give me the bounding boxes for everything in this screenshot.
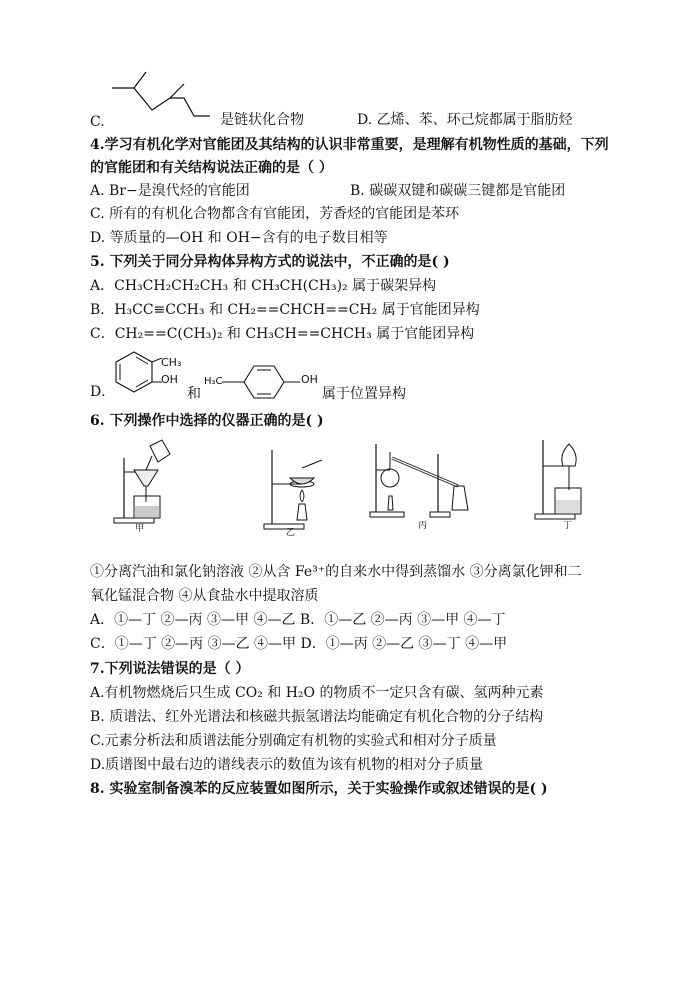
q6-stem: 6. 下列操作中选择的仪器正确的是( ) <box>90 413 324 429</box>
apparatus-label-yi: 乙 <box>286 528 296 538</box>
q4-option-b: B. 碳碳双键和碳碳三键都是官能团 <box>350 183 566 199</box>
filtration-apparatus <box>112 436 192 526</box>
q6-options-ab: A．①—丁 ②—丙 ③—甲 ④—乙 B．①—乙 ②—丙 ③—甲 ④—丁 <box>90 612 506 628</box>
q5-option-c: C．CH₂==C(CH₃)₂ 和 CH₃CH==CHCH₃ 属于官能团异构 <box>90 326 475 342</box>
q5-stem: 5. 下列关于同分异构体异构方式的说法中，不正确的是( ) <box>90 254 450 270</box>
q5-option-d-and: 和 <box>187 386 201 402</box>
q5-option-a: A．CH₃CH₂CH₂CH₃ 和 CH₃CH(CH₃)₂ 属于碳架异构 <box>90 278 437 294</box>
q4-stem-line2: 的官能团和有关结构说法正确的是（ ） <box>90 160 333 176</box>
o-cresol-structure <box>112 350 162 396</box>
p-cresol-structure <box>222 364 312 400</box>
q3-option-c-text: 是链状化合物 <box>220 112 304 128</box>
evaporation-apparatus <box>262 446 332 536</box>
q4-option-c: C. 所有的有机化合物都含有官能团，芳香烃的官能团是苯环 <box>90 206 460 222</box>
q7-stem: 7.下列说法错误的是（ ） <box>90 661 250 677</box>
q5-option-b: B．H₃CC≡CCH₃ 和 CH₂==CHCH==CH₂ 属于官能团异构 <box>90 302 480 318</box>
q3-option-c-label: C. <box>90 114 105 130</box>
q4-option-a: A. Br−是溴代烃的官能团 <box>90 183 250 199</box>
q7-option-d: D.质谱图中最右边的谱线表示的数值为该有机物的相对分子质量 <box>90 757 484 773</box>
apparatus-label-jia: 甲 <box>135 524 145 534</box>
q5-option-d-tail: 属于位置异构 <box>322 386 406 402</box>
p-cresol-h3c-label: H₃C <box>204 376 223 387</box>
chain-skeleton-structure <box>112 70 222 130</box>
separatory-funnel-apparatus <box>533 436 593 526</box>
q3-option-d: D. 乙烯、苯、环己烷都属于脂肪烃 <box>357 112 573 128</box>
q5-option-d-label: D． <box>90 384 116 400</box>
q8-stem: 8. 实验室制备溴苯的反应装置如图所示，关于实验操作或叙述错误的是( ) <box>90 781 548 797</box>
q6-items-line2: 氧化锰混合物 ④从食盐水中提取溶质 <box>90 588 319 604</box>
q6-items-line1: ①分离汽油和氯化钠溶液 ②从含 Fe³⁺的自来水中得到蒸馏水 ③分离氯化钾和二 <box>90 564 582 580</box>
q6-options-cd: C．①—丁 ②—丙 ③—乙 ④—甲 D．①—丙 ②—乙 ③—丁 ④—甲 <box>90 636 508 652</box>
q4-option-d: D. 等质量的—OH 和 OH−含有的电子数目相等 <box>90 230 388 246</box>
p-cresol-oh-label: OH <box>301 373 318 386</box>
apparatus-label-bing: 丙 <box>418 521 428 531</box>
q4-stem-line1: 4.学习有机化学对官能团及其结构的认识非常重要，是理解有机物性质的基础，下列 <box>90 137 609 153</box>
q7-option-b: B. 质谱法、红外光谱法和核磁共振氢谱法均能确定有机化合物的分子结构 <box>90 709 544 725</box>
q7-option-a: A.有机物燃烧后只生成 CO₂ 和 H₂O 的物质不一定只含有碳、氢两种元素 <box>90 685 544 701</box>
distillation-apparatus <box>368 440 478 520</box>
o-cresol-ch3-label: CH₃ <box>161 356 182 369</box>
apparatus-label-ding: 丁 <box>563 521 573 531</box>
q7-option-c: C.元素分析法和质谱法能分别确定有机物的实验式和相对分子质量 <box>90 733 497 749</box>
o-cresol-oh-label: OH <box>161 373 178 386</box>
